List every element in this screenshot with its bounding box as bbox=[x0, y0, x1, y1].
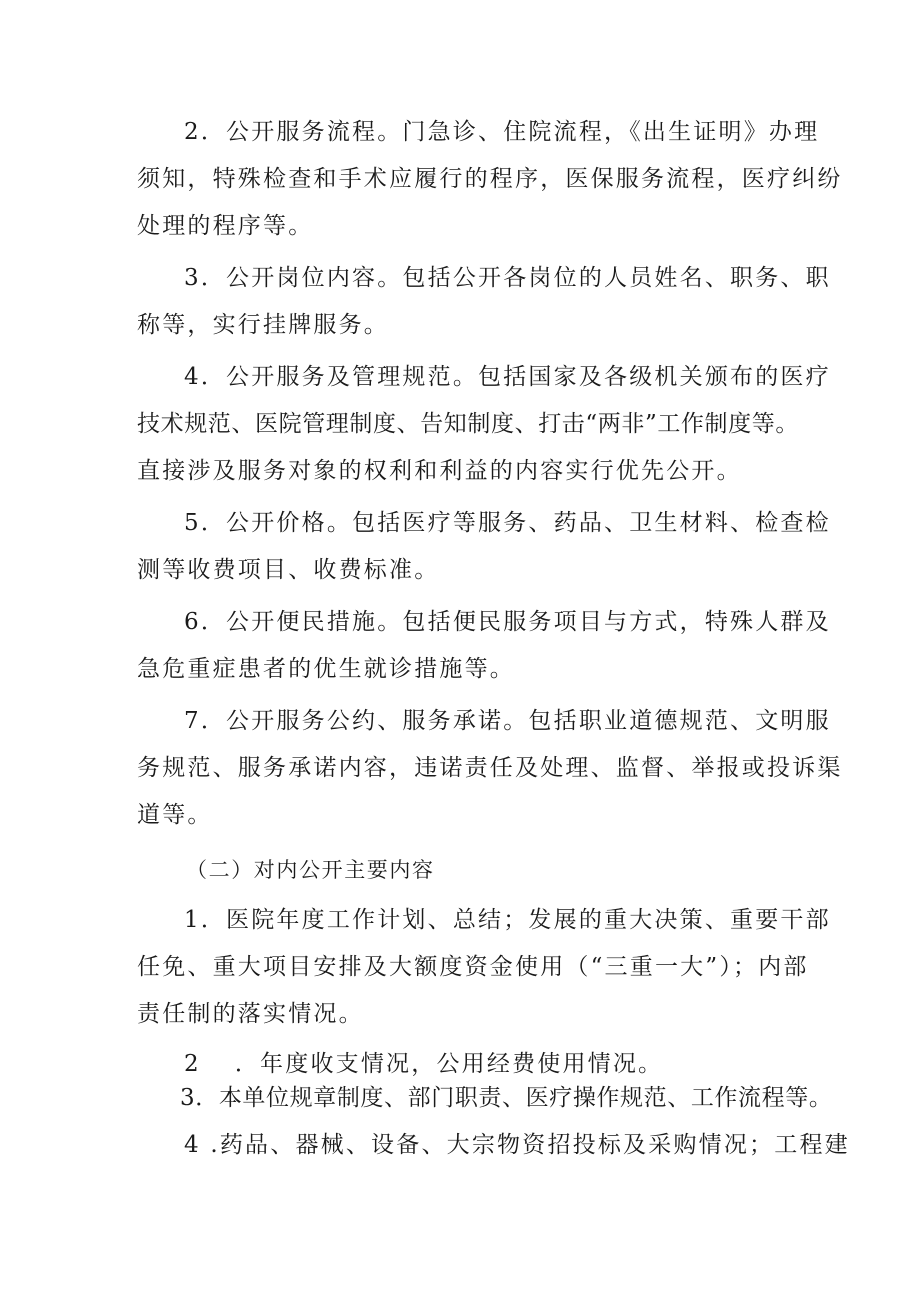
internal-item-2-number: 2 bbox=[184, 1051, 201, 1077]
section-heading: （二）对内公开主要内容 bbox=[186, 858, 435, 882]
internal-item-1-line-1: 1．医院年度工作计划、总结；发展的重大决策、重要干部 bbox=[184, 907, 831, 933]
paragraph-2-line-1: 2．公开服务流程。门急诊、住院流程，《出生证明》办理 bbox=[184, 119, 820, 145]
paragraph-6-line-2: 急危重症患者的优生就诊措施等。 bbox=[137, 656, 515, 682]
internal-item-4: 4 .药品、器械、设备、大宗物资招投标及采购情况；工程建 bbox=[184, 1132, 850, 1158]
paragraph-5-line-2: 测等收费项目、收费标准。 bbox=[137, 557, 440, 583]
internal-item-1-line-3: 责任制的落实情况。 bbox=[137, 1001, 364, 1027]
paragraph-4-line-2: 技术规范、医院管理制度、告知制度、打击“两非”工作制度等。 bbox=[137, 411, 799, 437]
paragraph-5-line-1: 5．公开价格。包括医疗等服务、药品、卫生材料、检查检 bbox=[184, 510, 831, 536]
paragraph-7-line-1: 7．公开服务公约、服务承诺。包括职业道德规范、文明服 bbox=[184, 708, 831, 734]
paragraph-2-line-3: 处理的程序等。 bbox=[137, 213, 314, 239]
paragraph-6-line-1: 6．公开便民措施。包括便民服务项目与方式，特殊人群及 bbox=[184, 609, 831, 635]
paragraph-3-line-1: 3．公开岗位内容。包括公开各岗位的人员姓名、职务、职 bbox=[184, 265, 831, 291]
paragraph-7-line-3: 道等。 bbox=[137, 802, 213, 828]
paragraph-4-line-1: 4．公开服务及管理规范。包括国家及各级机关颁布的医疗 bbox=[184, 364, 831, 390]
internal-item-2 bbox=[184, 1050, 663, 1078]
paragraph-2-line-2: 须知，特殊检查和手术应履行的程序，医保服务流程，医疗纠纷 bbox=[137, 166, 843, 192]
internal-item-1-line-2: 任免、重大项目安排及大额度资金使用（“三重一大”）；内部 bbox=[137, 954, 809, 980]
internal-item-2-text: ．年度收支情况，公用经费使用情况。 bbox=[234, 1051, 664, 1077]
internal-item-3: 3．本单位规章制度、部门职责、医疗操作规范、工作流程等。 bbox=[180, 1085, 833, 1111]
paragraph-3-line-2: 称等，实行挂牌服务。 bbox=[137, 312, 389, 338]
paragraph-4-line-3: 直接涉及服务对象的权利和利益的内容实行优先公开。 bbox=[137, 458, 742, 484]
paragraph-7-line-2: 务规范、服务承诺内容，违诺责任及处理、监督、举报或投诉渠 bbox=[137, 755, 843, 781]
